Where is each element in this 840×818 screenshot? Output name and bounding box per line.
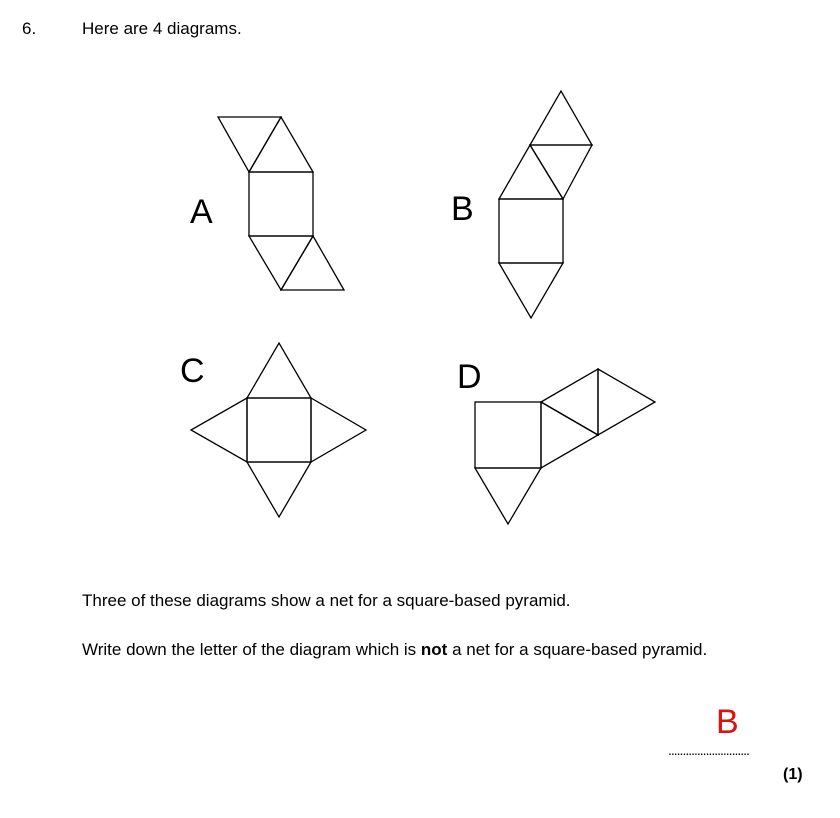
question-paragraph bbox=[82, 637, 762, 662]
handwritten-answer: B bbox=[716, 703, 739, 741]
diagram-d bbox=[457, 358, 655, 524]
diagram-b-label: B bbox=[451, 190, 474, 228]
diagram-a-bottom-triangle bbox=[249, 236, 313, 290]
diagram-d-square bbox=[475, 402, 541, 468]
question-text-end: a net for a square-based pyramid. bbox=[447, 640, 708, 659]
diagram-b-triangle-2 bbox=[530, 145, 592, 199]
diagram-b-bottom-triangle bbox=[499, 263, 563, 318]
question-intro: Here are 4 diagrams. bbox=[82, 19, 242, 38]
diagram-d-triangle-3 bbox=[598, 369, 655, 435]
diagram-d-triangle-1 bbox=[541, 402, 598, 468]
diagram-c bbox=[180, 343, 366, 517]
diagram-c-left-triangle bbox=[191, 398, 247, 462]
diagram-a-bottom-right-triangle bbox=[281, 236, 344, 290]
diagram-c-square bbox=[247, 398, 311, 462]
diagram-b bbox=[451, 91, 592, 318]
diagram-d-label: D bbox=[457, 358, 482, 396]
diagram-c-right-triangle bbox=[311, 398, 366, 462]
question-text-emphasis: not bbox=[420, 640, 448, 659]
diagram-a-square bbox=[249, 172, 313, 236]
diagram-a-top-left-triangle bbox=[218, 117, 281, 172]
marks-label: (1) bbox=[783, 766, 803, 783]
diagram-a bbox=[190, 117, 344, 290]
diagram-c-bottom-triangle bbox=[247, 462, 311, 517]
diagram-a-label: A bbox=[190, 193, 213, 231]
diagram-c-top-triangle bbox=[247, 343, 311, 398]
question-text-start: Write down the letter of the diagram which is bbox=[82, 640, 421, 659]
answer-line: ............................ bbox=[668, 742, 749, 758]
instruction-paragraph: Three of these diagrams show a net for a square-based pyramid. bbox=[82, 591, 571, 610]
diagram-c-label: C bbox=[180, 352, 205, 390]
diagram-b-triangle-1 bbox=[499, 145, 563, 199]
diagram-b-triangle-3 bbox=[530, 91, 592, 145]
diagram-a-top-triangle bbox=[249, 117, 313, 172]
diagram-d-bottom-triangle bbox=[475, 468, 541, 524]
diagram-d-triangle-2 bbox=[541, 369, 598, 435]
question-number: 6. bbox=[22, 19, 37, 38]
diagram-b-square bbox=[499, 199, 563, 263]
